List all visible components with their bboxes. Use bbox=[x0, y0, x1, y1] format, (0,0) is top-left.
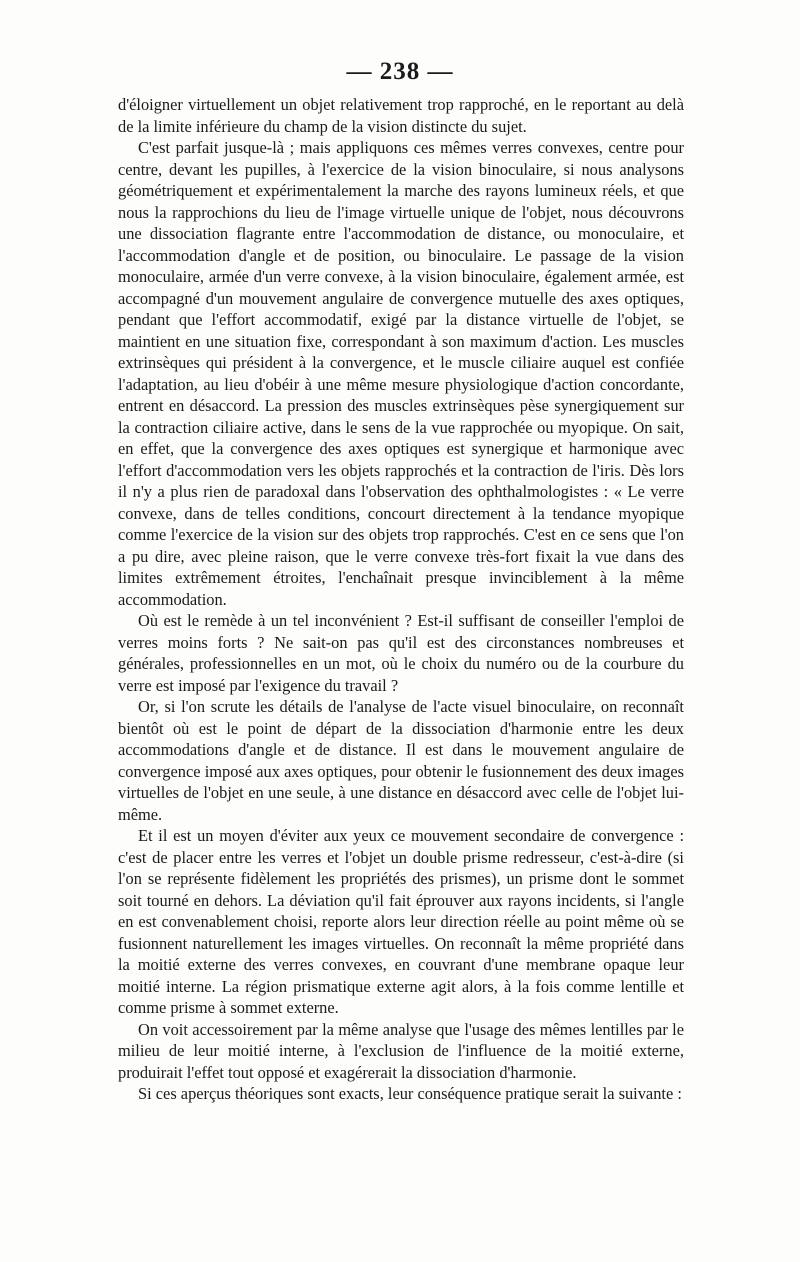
paragraph: On voit accessoirement par la même analyse que l'usage des mêmes lentilles par le milieu de leur moitié interne, à l'exclusion de l'influence de la moitié externe, produirait l'effet tout opposé et exagérerait la dissociation d'harmonie. bbox=[118, 1019, 684, 1082]
paragraph: Où est le remède à un tel inconvénient ? Est-il suffisant de conseiller l'emploi de verres moins forts ? Ne sait-on pas qu'il est des circonstances nombreuses et générales, professionnelles en un mot, où le choix du numéro ou de la courbure du verre est imposé par l'exigence du travail ? bbox=[118, 611, 684, 695]
paragraph: Et il est un moyen d'éviter aux yeux ce mouvement secondaire de convergence : c'est de placer entre les verres et l'objet un double prisme redresseur, c'est-à-dire (si l'on se représente fidèlement les propriétés des prismes), un prisme dont le sommet soit tourné en dehors. La déviation qu'il fait éprouver aux rayons incidents, si l'angle en est convenablement choisi, reporte alors leur direction réelle au point même où se fusionnent naturellement les images virtuelles. On reconnaît la même propriété dans la moitié externe des verres convexes, en couvrant d'une membrane opaque leur moitié interne. La région prismatique externe agit alors, à la fois comme lentille et comme prisme à sommet externe. bbox=[118, 826, 684, 1017]
paragraph: Si ces aperçus théoriques sont exacts, leur conséquence pratique serait la suivante : bbox=[138, 1084, 682, 1103]
page-number: — 238 — bbox=[346, 58, 454, 85]
paragraph: Or, si l'on scrute les détails de l'analyse de l'acte visuel binoculaire, on reconnaît bientôt où est le point de départ de la dissociation d'harmonie entre les deux accommodations d'angle et de distance. Il est dans le mouvement angulaire de convergence imposé aux axes optiques, pour obtenir le fusionnement des deux images virtuelles de l'objet en une seule, à une distance en désaccord avec celle de l'objet lui-même. bbox=[118, 697, 684, 824]
paragraph: d'éloigner virtuellement un objet relativement trop rapproché, en le reportant au delà de la limite inférieure du champ de la vision distincte du sujet. bbox=[118, 95, 684, 136]
body-text bbox=[118, 94, 684, 1105]
paragraph: C'est parfait jusque-là ; mais appliquons ces mêmes verres convexes, centre pour centre, devant les pupilles, à l'exercice de la vision binoculaire, si nous analysons géométriquement et expérimentalement la marche des rayons lumineux réels, et que nous la rapprochions du lieu de l'image virtuelle unique de l'objet, nous découvrons une dissociation flagrante entre l'accommodation de distance, ou monoculaire, et l'accommodation d'angle et de position, ou binoculaire. Le passage de la vision monoculaire, armée d'un verre convexe, à la vision binoculaire, également armée, est accompagné d'un mouvement angulaire de convergence mutuelle des axes optiques, pendant que l'effort accommodatif, exigé par la distance virtuelle de l'objet, se maintient en une situation fixe, correspondant à son maximum d'action. Les muscles extrinsèques qui président à la convergence, et le muscle ciliaire auquel est confiée l'adaptation, au lieu d'obéir à une même mesure physiologique d'action concordante, entrent en désaccord. La pression des muscles extrinsèques pèse synergiquement sur la contraction ciliaire active, dans le sens de la vue rapprochée ou myopique. On sait, en effet, que la convergence des axes optiques est synergique et harmonique avec l'effort d'accommodation vers les objets rapprochés et la contraction de l'iris. Dès lors il n'y a plus rien de paradoxal dans l'observation des ophthalmologistes : « Le verre convexe, dans de telles conditions, concourt directement à la tendance myopique comme l'exercice de la vision sur des objets trop rapprochés. C'est en ce sens que l'on a pu dire, avec pleine raison, que le verre convexe très-fort fixait la vue dans des limites extrêmement étroites, l'enchaînait presque invinciblement à la même accommodation. bbox=[118, 138, 684, 609]
